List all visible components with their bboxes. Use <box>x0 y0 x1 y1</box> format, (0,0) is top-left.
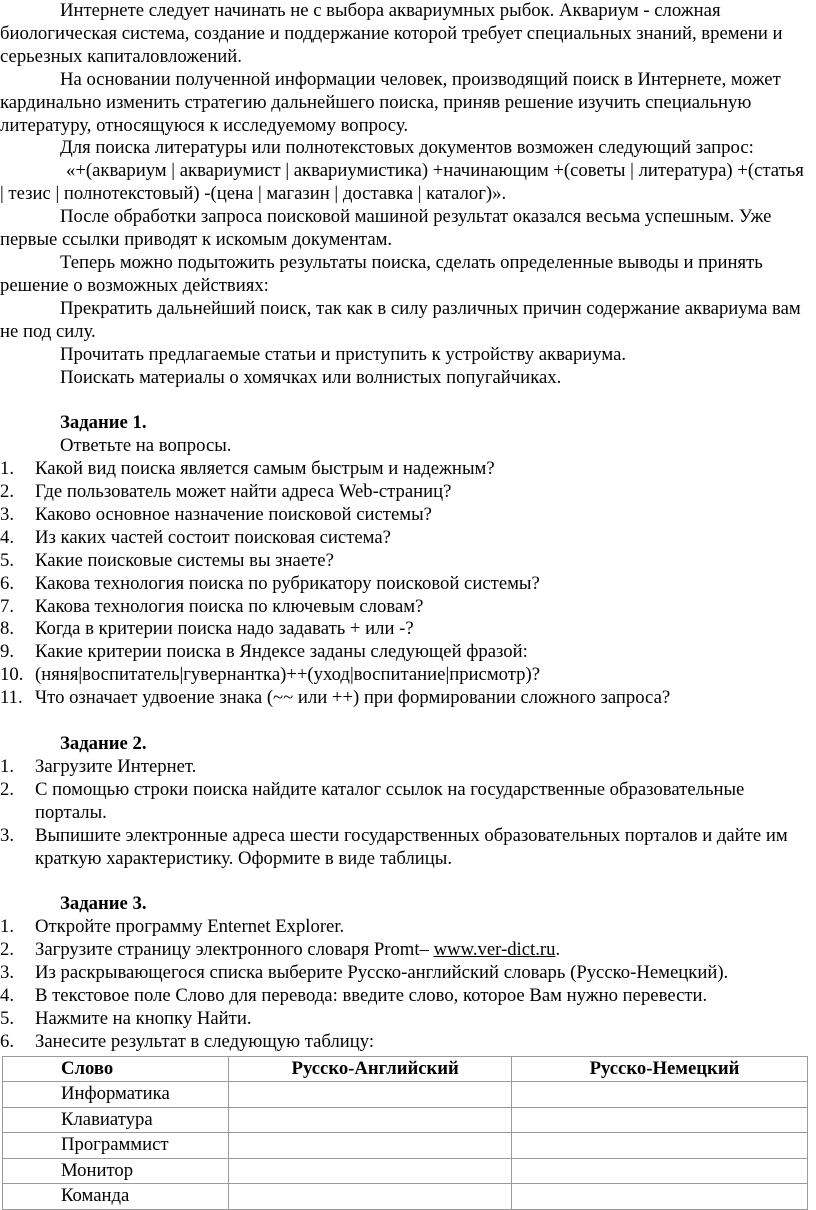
list-text: Занесите результат в следующую таблицу: <box>35 1030 375 1052</box>
list-item <box>0 641 812 664</box>
table-cell-empty[interactable] <box>511 1107 807 1133</box>
list-item <box>0 596 812 619</box>
list-number: 5. <box>0 549 15 571</box>
intro-paragraph-2: На основании полученной информации человек, производящий поиск в Интернете, может кардинально изменить стратегию дальнейшего поиска, приняв решение изучить специальную литературу, относящуюся к исследуемому вопросу. <box>0 68 781 136</box>
list-item <box>0 1031 812 1054</box>
list-text: Какие критерии поиска в Яндексе заданы следующей фразой: <box>35 641 528 663</box>
list-number: 10. <box>0 664 24 686</box>
table-cell-empty[interactable] <box>511 1158 807 1184</box>
list-number: 5. <box>0 1007 15 1029</box>
table-cell-empty[interactable] <box>229 1082 512 1108</box>
list-number: 1. <box>0 458 15 480</box>
task-2-step-list <box>0 756 812 871</box>
search-query-example: «+(аквариум | аквариумист | аквариумистика) +начинающим +(советы | литература) +(статья | тезис | полнотекстовый) -(цена | магазин | доставка | каталог)». <box>0 160 804 205</box>
column-header-ru-de: Русско-Немецкий <box>511 1056 807 1082</box>
option-1: Прекратить дальнейший поиск, так как в силу различных причин содержание аквариума вам не под силу. <box>0 297 801 342</box>
spacer <box>0 389 812 412</box>
list-number: 2. <box>0 939 15 961</box>
table-row <box>3 1158 808 1184</box>
list-item <box>0 664 812 687</box>
list-item <box>0 1008 812 1031</box>
list-number: 2. <box>0 481 15 503</box>
task-3-step-list-rest <box>0 962 812 1054</box>
task-1-lead: Ответьте на вопросы. <box>60 435 232 457</box>
intro-paragraph-3: Для поиска литературы или полнотекстовых документов возможен следующий запрос: <box>60 137 754 159</box>
list-text: Из раскрывающегося списка выберите Русско-английский словарь (Русско-Немецкий). <box>35 962 729 984</box>
list-text-end: . <box>555 939 561 961</box>
list-text: В текстовое поле Слово для перевода: введите слово, которое Вам нужно перевести. <box>35 984 708 1006</box>
list-number: 3. <box>0 824 15 846</box>
list-number: 8. <box>0 618 15 640</box>
table-cell-word: Монитор <box>3 1158 229 1184</box>
list-number: 2. <box>0 778 15 800</box>
table-cell-word: Команда <box>3 1184 229 1210</box>
task-2-title: Задание 2. <box>60 732 147 754</box>
table-cell-empty[interactable] <box>511 1082 807 1108</box>
list-item <box>0 573 812 596</box>
table-cell-word: Клавиатура <box>3 1107 229 1133</box>
list-text: Какова технология поиска по ключевым словам? <box>35 595 424 617</box>
list-text: Откройте программу Enternet Explorer. <box>35 916 345 938</box>
table-cell-word: Информатика <box>3 1082 229 1108</box>
list-item <box>0 618 812 641</box>
list-text: Какой вид поиска является самым быстрым и надежным? <box>35 458 495 480</box>
column-header-ru-en: Русско-Английский <box>229 1056 512 1082</box>
intro-paragraph-5: Теперь можно подытожить результаты поиска, сделать определенные выводы и принять решение о возможных действиях: <box>0 251 763 296</box>
list-text: Выпишите электронные адреса шести государственных образовательных порталов и дайте им краткую характеристику. Оформите в виде таблицы. <box>35 824 788 869</box>
list-item <box>0 527 812 550</box>
list-item <box>0 962 812 985</box>
list-item <box>0 985 812 1008</box>
dictionary-link[interactable]: www.ver-dict.ru <box>433 939 556 961</box>
list-text: Какова технология поиска по рубрикатору поисковой системы? <box>35 572 540 594</box>
task-3-step-list <box>0 916 812 962</box>
list-item <box>0 756 812 779</box>
list-number: 7. <box>0 595 15 617</box>
list-number: 1. <box>0 916 15 938</box>
list-text: Нажмите на кнопку Найти. <box>35 1007 252 1029</box>
list-text: Где пользователь может найти адреса Web-страниц? <box>35 481 452 503</box>
list-item <box>0 458 812 481</box>
list-text: Какие поисковые системы вы знаете? <box>35 549 334 571</box>
list-item <box>0 687 812 710</box>
table-cell-empty[interactable] <box>229 1184 512 1210</box>
list-number: 3. <box>0 962 15 984</box>
list-text: Когда в критерии поиска надо задавать + или -? <box>35 618 414 640</box>
list-text: С помощью строки поиска найдите каталог ссылок на государственные образовательные порталы. <box>35 778 745 823</box>
table-cell-empty[interactable] <box>229 1158 512 1184</box>
spacer <box>0 710 812 733</box>
option-2: Прочитать предлагаемые статьи и приступить к устройству аквариума. <box>60 343 627 365</box>
list-item <box>0 916 812 939</box>
table-cell-empty[interactable] <box>511 1184 807 1210</box>
task-1-question-list <box>0 458 812 710</box>
table-row <box>3 1107 808 1133</box>
table-cell-empty[interactable] <box>229 1133 512 1159</box>
task-1-title: Задание 1. <box>60 412 147 434</box>
list-item <box>0 825 812 871</box>
list-text: (няня|воспитатель|гувернантка)++(уход|воспитание|присмотр)? <box>35 664 541 686</box>
table-row <box>3 1184 808 1210</box>
option-3: Поискать материалы о хомячках или волнистых попугайчиках. <box>60 366 562 388</box>
list-number: 1. <box>0 755 15 777</box>
list-item <box>0 779 812 825</box>
table-cell-empty[interactable] <box>511 1133 807 1159</box>
list-number: 6. <box>0 1030 15 1052</box>
intro-paragraph-1: Интернете следует начинать не с выбора аквариумных рыбок. Аквариум - сложная биологическая система, создание и поддержание которой требует специальных знаний, времени и серьезных капиталовложений. <box>0 0 783 67</box>
list-text: Каково основное назначение поисковой системы? <box>35 503 432 525</box>
list-item <box>0 939 812 962</box>
translation-table <box>2 1056 808 1210</box>
list-number: 6. <box>0 572 15 594</box>
task-3-title: Задание 3. <box>60 893 147 915</box>
list-text: Что означает удвоение знака (~~ или ++) при формировании сложного запроса? <box>35 687 671 709</box>
list-number: 4. <box>0 984 15 1006</box>
spacer <box>0 870 812 893</box>
list-item <box>0 481 812 504</box>
table-row <box>3 1082 808 1108</box>
table-cell-empty[interactable] <box>229 1107 512 1133</box>
list-item <box>0 550 812 573</box>
column-header-word: Слово <box>3 1056 229 1082</box>
list-number: 9. <box>0 641 15 663</box>
intro-paragraph-4: После обработки запроса поисковой машиной результат оказался весьма успешным. Уже первые ссылки приводят к искомым документам. <box>0 206 772 251</box>
list-item <box>0 504 812 527</box>
table-header-row <box>3 1056 808 1082</box>
list-number: 4. <box>0 526 15 548</box>
list-number: 3. <box>0 503 15 525</box>
list-number: 11. <box>0 687 23 709</box>
table-row <box>3 1133 808 1159</box>
table-cell-word: Программист <box>3 1133 229 1159</box>
list-text: Из каких частей состоит поисковая система? <box>35 526 391 548</box>
list-text: Загрузите Интернет. <box>35 755 197 777</box>
list-text: Загрузите страницу электронного словаря Promt– <box>35 939 434 961</box>
